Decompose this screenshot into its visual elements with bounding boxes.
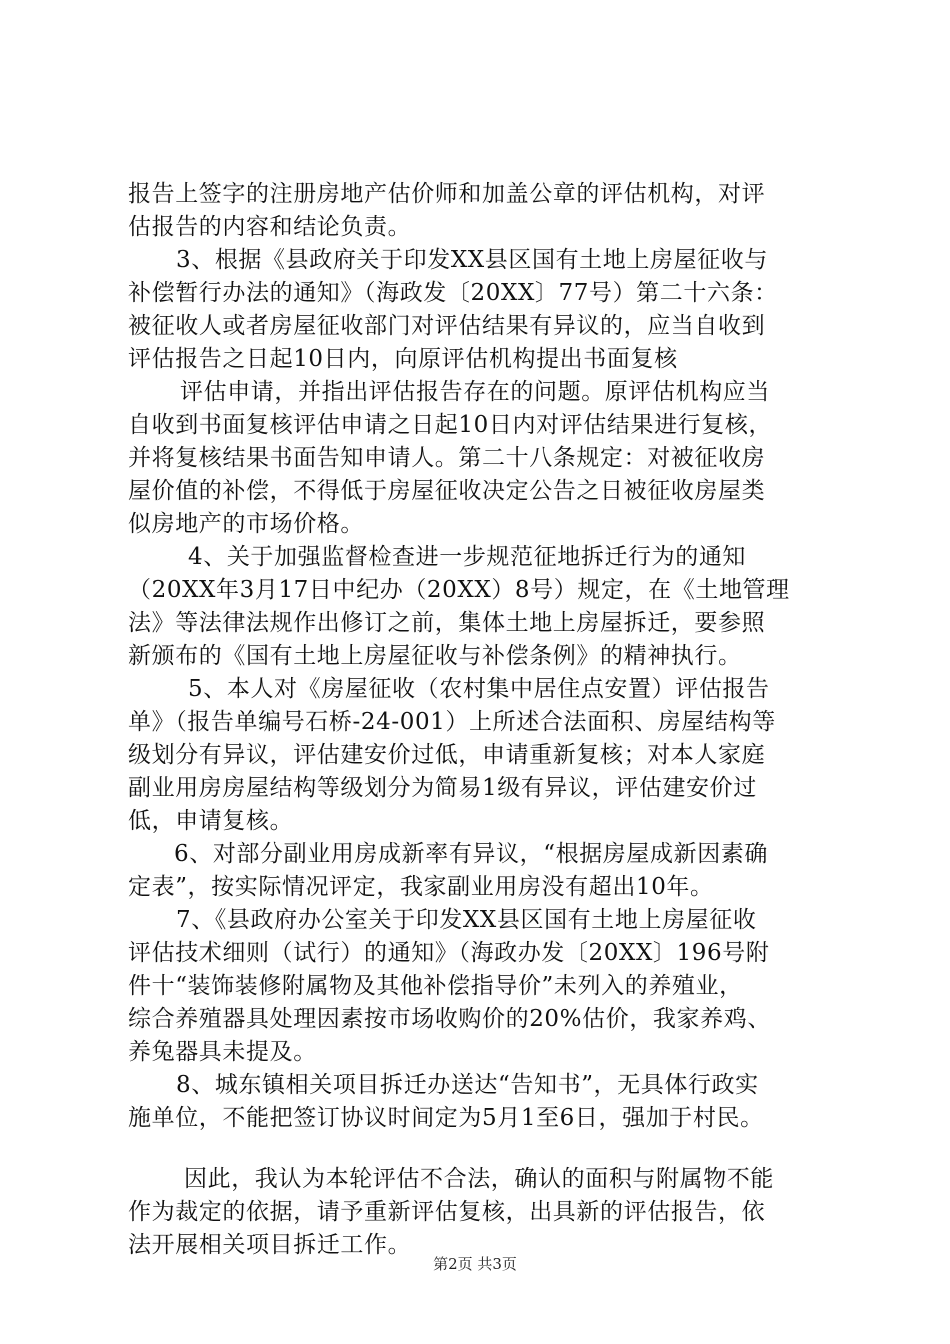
body-text-line: 3、根据《县政府关于印发XX县区国有土地上房屋征收与: [176, 247, 768, 273]
body-text-line: 单》（报告单编号石桥-24-001）上所述合法面积、房屋结构等: [128, 709, 776, 735]
body-text-line: 副业用房房屋结构等级划分为简易1级有异议，评估建安价过: [128, 775, 757, 801]
body-text-line: 7、《县政府办公室关于印发XX县区国有土地上房屋征收: [176, 907, 757, 933]
body-text-line: 因此，我认为本轮评估不合法，确认的面积与附属物不能: [184, 1166, 774, 1192]
body-text-line: 法》等法律法规作出修订之前，集体土地上房屋拆迁，要参照: [128, 610, 766, 636]
body-text-line: 自收到书面复核评估申请之日起10日内对评估结果进行复核，: [128, 412, 773, 438]
body-text-line: 新颁布的《国有土地上房屋征收与补偿条例》的精神执行。: [128, 643, 742, 669]
body-text-line: 综合养殖器具处理因素按市场收购价的20%估价，我家养鸡、: [128, 1006, 771, 1032]
body-text-line: 级划分有异议，评估建安价过低，申请重新复核；对本人家庭: [128, 742, 766, 768]
body-text-line: 定表”，按实际情况评定，我家副业用房没有超出10年。: [128, 874, 714, 900]
body-text-line: 件十“装饰装修附属物及其他补偿指导价”未列入的养殖业，: [128, 973, 743, 999]
body-text-line: （20XX年3月17日中纪办（20XX）8号）规定，在《土地管理: [128, 577, 790, 603]
body-text-line: 养兔器具未提及。: [128, 1039, 317, 1065]
body-text-line: 似房地产的市场价格。: [128, 511, 364, 537]
body-text-line: 8、城东镇相关项目拆迁办送达“告知书”，无具体行政实: [176, 1072, 759, 1098]
body-text-line: 法开展相关项目拆迁工作。: [128, 1232, 412, 1258]
body-text-line: 评估申请，并指出评估报告存在的问题。原评估机构应当: [180, 379, 770, 405]
document-body: [128, 178, 828, 1262]
body-text-line: 被征收人或者房屋征收部门对评估结果有异议的，应当自收到: [128, 313, 766, 339]
body-text-line: 作为裁定的依据，请予重新评估复核，出具新的评估报告，依: [128, 1199, 766, 1225]
body-text-line: 并将复核结果书面告知申请人。第二十八条规定：对被征收房: [128, 445, 766, 471]
body-text-line: 低，申请复核。: [128, 808, 294, 834]
body-text-line: 4、关于加强监督检查进一步规范征地拆迁行为的通知: [188, 544, 747, 570]
body-text-line: 屋价值的补偿，不得低于房屋征收决定公告之日被征收房屋类: [128, 478, 766, 504]
body-text-line: 5、本人对《房屋征收（农村集中居住点安置）评估报告: [188, 676, 770, 702]
body-text-line: 报告上签字的注册房地产估价师和加盖公章的评估机构，对评: [128, 181, 766, 207]
body-text-line: 估报告的内容和结论负责。: [128, 214, 412, 240]
body-text-line: 评估技术细则（试行）的通知》（海政办发〔20XX〕196号附: [128, 940, 770, 966]
page-footer: 第2页 共3页: [433, 1255, 517, 1273]
body-text-line: 施单位，不能把签订协议时间定为5月1至6日，强加于村民。: [128, 1105, 764, 1131]
body-text-line: 评估报告之日起10日内，向原评估机构提出书面复核: [128, 346, 678, 372]
body-text-line: 6、对部分副业用房成新率有异议，“根据房屋成新因素确: [174, 841, 768, 867]
body-text-line: 补偿暂行办法的通知》（海政发〔20XX〕77号）第二十六条：: [128, 280, 778, 306]
